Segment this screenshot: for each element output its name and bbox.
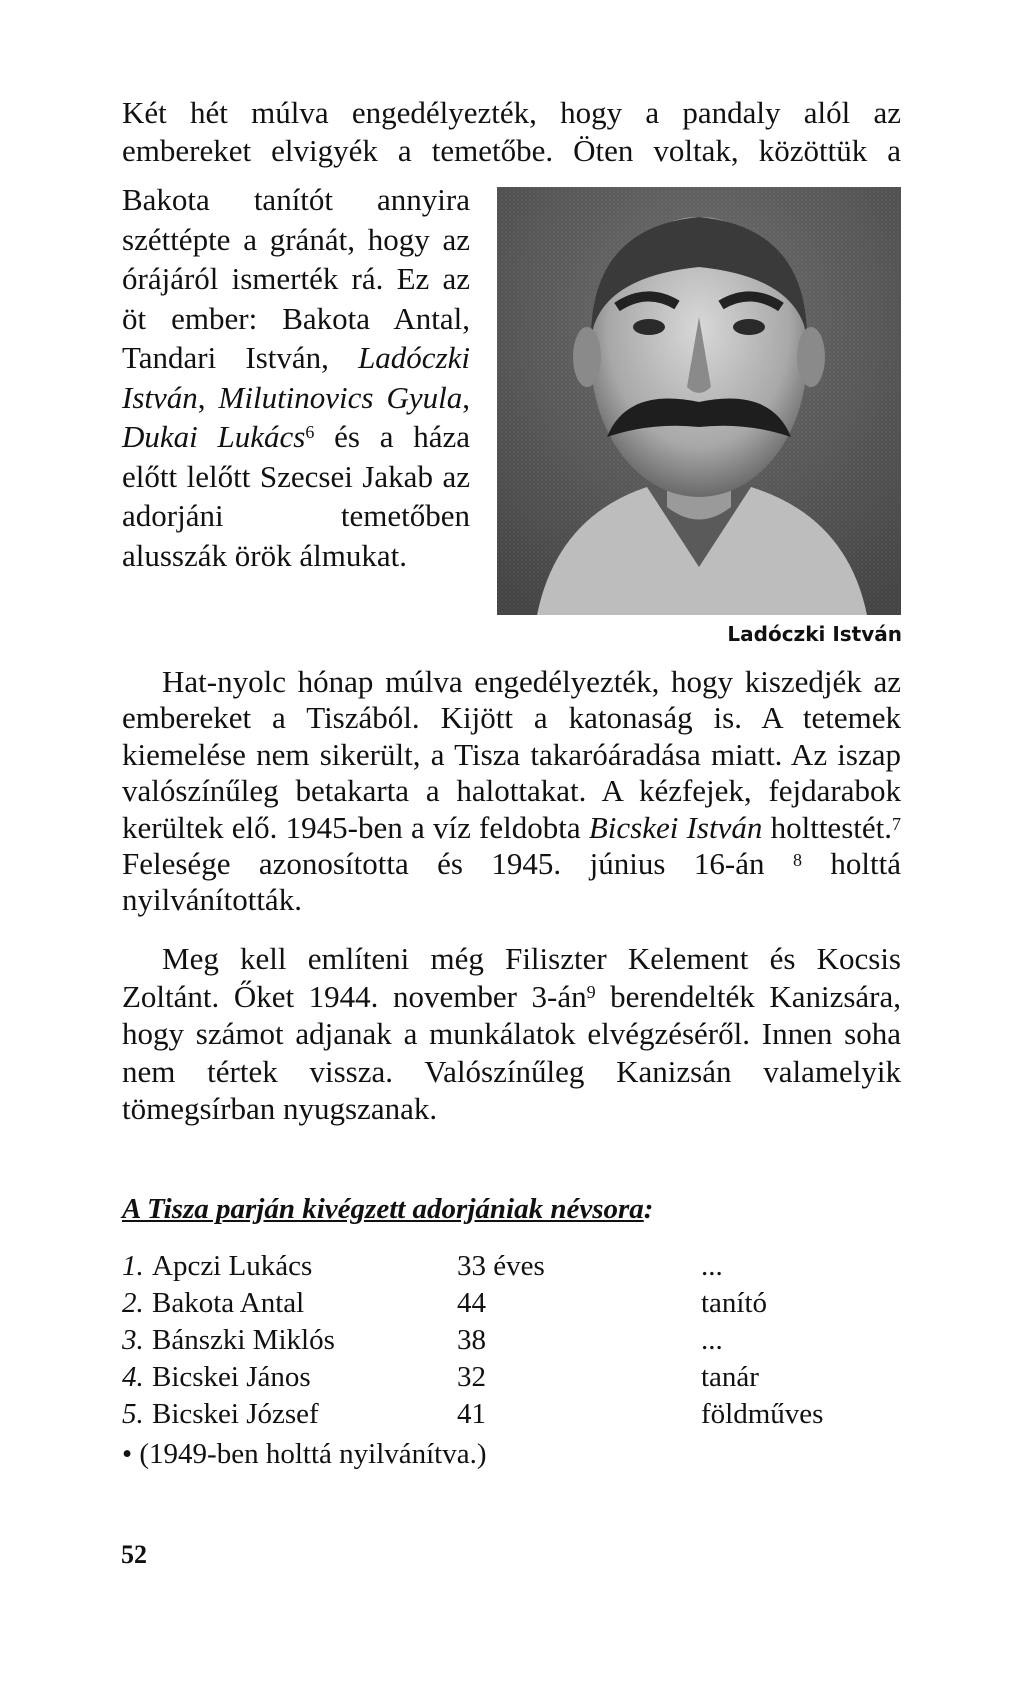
list-item-number: 4. xyxy=(122,1361,144,1393)
paragraph-1-wrap-text: Bakota tanítót annyira széttépte a gránát, hogy az órájáról ismerték rá. Ez az öt ember: Bakota Antal, Tandari István, xyxy=(122,182,470,375)
list-item-name: Apczi Lukács xyxy=(152,1250,313,1282)
paragraph-3 xyxy=(122,940,901,1128)
list-item-name: Bánszki Miklós xyxy=(152,1324,335,1356)
list-item-name: Bicskei János xyxy=(152,1361,311,1393)
portrait-illustration xyxy=(497,187,901,615)
paragraph-2-text-d: holttá nyilvánították. xyxy=(122,846,902,918)
list-item-age: 44 xyxy=(457,1287,486,1319)
list-item xyxy=(122,1396,922,1433)
list-item xyxy=(122,1248,922,1285)
list-item-age: 32 xyxy=(457,1361,486,1393)
list-item xyxy=(122,1285,922,1322)
name-dukai: Dukai Lukács xyxy=(122,419,306,454)
paragraph-1-wrapped: Bakota tanítót annyira széttépte a gránát, hogy az órájáról ismerték rá. Ez az öt ember: Bakota Antal, Tandari István, Ladóczki István, Milutinovics Gyula, Dukai Lukács$^6$ és a háza előtt lelőtt Szecsei Jakab az adorjáni temetőben alusszák örök álmukat. xyxy=(122,182,470,573)
list-title-colon: : xyxy=(643,1193,654,1225)
list-item-occupation: ... xyxy=(701,1324,723,1356)
list-item-name: Bakota Antal xyxy=(152,1287,305,1319)
list-item-number: 5. xyxy=(122,1398,144,1430)
list-item-age: 38 xyxy=(457,1324,486,1356)
list-item xyxy=(122,1322,922,1359)
name-bicskei-istvan: Bicskei István xyxy=(588,809,763,845)
name-ladoczki: Ladóczki István xyxy=(122,340,470,415)
list-item-age: 41 xyxy=(457,1398,486,1430)
name-milutinovics: Milutinovics Gyula xyxy=(218,379,463,415)
paragraph-2-text-a: Hat-nyolc hónap múlva engedélyezték, hogy kiszedjék az embereket a Tiszából. Kijött a katonaság is. A tetemek kiemelése nem sikerült, a Tisza takaróáradása miatt. Az iszap valószínűleg betakarta a halottakat. A kézfejek, fejdarabok kerültek elő. 1945-ben a víz feldobta xyxy=(122,664,901,845)
list-item-number: 1. xyxy=(122,1250,144,1282)
footnote-9: 9 xyxy=(586,981,596,1002)
list-item-occupation: tanító xyxy=(701,1287,768,1319)
page-number: 52 xyxy=(121,1540,147,1569)
paragraph-3-text-a: Meg kell említeni még Filiszter Kelement és Kocsis Zoltánt. Őket 1944. november 3-án xyxy=(122,941,901,1014)
footnote-6: 6 xyxy=(305,422,315,442)
list-note: • (1949-ben holttá nyilvánítva.) xyxy=(122,1438,487,1470)
list-item-number: 3. xyxy=(122,1324,144,1356)
list-item-occupation: földműves xyxy=(701,1398,824,1430)
list-item xyxy=(122,1359,922,1396)
footnote-7: 7 xyxy=(892,813,901,834)
portrait-photo xyxy=(497,187,901,615)
paragraph-2-text-b: holttestét. xyxy=(770,809,892,845)
paragraph-1-ending: és a háza előtt lelőtt Szecsei Jakab az adorjáni temetőben alusszák örök álmukat. xyxy=(122,419,470,573)
list-title xyxy=(122,1193,653,1226)
victims-list xyxy=(122,1248,922,1433)
list-item-occupation: tanár xyxy=(701,1361,759,1393)
paragraph-2-text-c: Felesége azonosította és 1945. június 16-án xyxy=(122,846,765,882)
paragraph-1-opening xyxy=(122,94,901,170)
photo-caption: Ladóczki István xyxy=(727,622,902,646)
list-item-number: 2. xyxy=(122,1287,144,1319)
paragraph-1-full-lines: Két hét múlva engedélyezték, hogy a pandaly alól az embereket elvigyék a temetőbe. Öten voltak, közöttük a xyxy=(122,95,901,168)
list-item-occupation: ... xyxy=(701,1250,723,1282)
list-item-age: 33 éves xyxy=(457,1250,545,1282)
list-title-text: A Tisza parján kivégzett adorjániak névsora xyxy=(122,1193,644,1225)
paragraph-2 xyxy=(122,664,901,919)
footnote-8: 8 xyxy=(792,850,802,871)
paragraph-3-text-b: berendelték Kanizsára, hogy számot adjanak a munkálatok elvégzéséről. Innen soha nem tértek vissza. Valószínűleg Kanizsán valamelyik tömegsírban nyugszanak. xyxy=(122,978,901,1126)
list-item-name: Bicskei József xyxy=(152,1398,319,1430)
